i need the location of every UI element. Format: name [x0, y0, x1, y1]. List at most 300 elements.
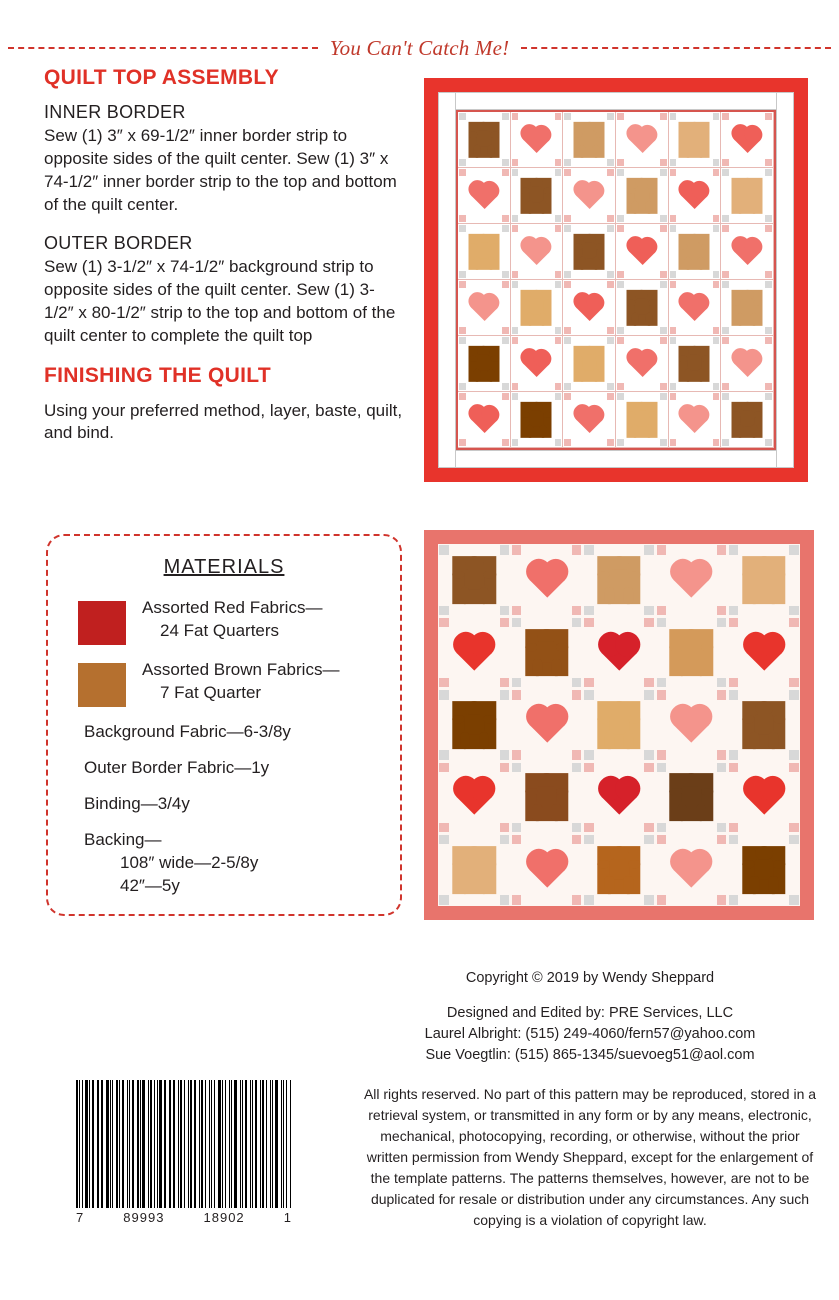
pieced-corner-square	[644, 545, 653, 554]
pieced-corner-square	[572, 545, 581, 554]
quilt-block	[438, 834, 510, 906]
pieced-corner-square	[717, 835, 726, 844]
quilt-block	[616, 280, 669, 336]
heart-motif	[529, 852, 564, 887]
pieced-corner-square	[713, 281, 720, 288]
gingerbread-man-motif	[597, 701, 640, 749]
quilt-block	[511, 224, 564, 280]
gingerbread-man-motif	[670, 774, 713, 822]
pieced-corner-square	[564, 281, 571, 288]
pieced-corner-square	[713, 439, 720, 446]
pieced-corner-square	[572, 895, 581, 904]
pieced-corner-square	[439, 545, 448, 554]
pieced-corner-square	[502, 215, 509, 222]
pieced-corner-square	[459, 225, 466, 232]
heart-motif	[524, 239, 550, 265]
quilt-block	[563, 112, 616, 168]
pieced-corner-square	[555, 113, 562, 120]
pieced-corner-square	[717, 750, 726, 759]
pieced-corner-square	[657, 823, 666, 832]
pieced-corner-square	[729, 763, 738, 772]
pieced-corner-square	[670, 281, 677, 288]
pieced-corner-square	[512, 225, 519, 232]
pieced-corner-square	[502, 337, 509, 344]
materials-swatch-brown	[62, 659, 386, 707]
pieced-corner-square	[617, 159, 624, 166]
pieced-corner-square	[500, 835, 509, 844]
pieced-corner-square	[713, 215, 720, 222]
pieced-corner-square	[564, 215, 571, 222]
gingerbread-man-motif	[452, 556, 495, 604]
heart-motif	[682, 407, 708, 433]
heart-motif	[524, 127, 550, 153]
pieced-corner-square	[713, 327, 720, 334]
quilt-block	[511, 392, 564, 448]
heart-motif	[629, 239, 655, 265]
quilt-block	[616, 336, 669, 392]
pieced-corner-square	[617, 439, 624, 446]
pieced-corner-square	[584, 690, 593, 699]
pieced-corner-square	[555, 337, 562, 344]
pieced-corner-square	[660, 113, 667, 120]
pieced-corner-square	[722, 281, 729, 288]
pieced-corner-square	[660, 337, 667, 344]
pieced-corner-square	[722, 113, 729, 120]
red-fabric-label-line2: 24 Fat Quarters	[160, 620, 280, 640]
pieced-corner-square	[717, 823, 726, 832]
barcode-digits-group1: 89993	[123, 1210, 165, 1225]
pieced-corner-square	[660, 439, 667, 446]
pieced-corner-square	[729, 823, 738, 832]
pieced-corner-square	[729, 750, 738, 759]
barcode-digits	[76, 1210, 292, 1225]
backing-108-wide: 108″ wide—2-5/8y	[120, 852, 259, 872]
pieced-corner-square	[500, 618, 509, 627]
heart-motif	[674, 852, 709, 887]
pieced-corner-square	[512, 750, 521, 759]
header-dash-right	[521, 47, 831, 49]
pieced-corner-square	[512, 823, 521, 832]
brown-fabric-label-line1: Assorted Brown Fabrics—	[142, 660, 340, 679]
pieced-corner-square	[722, 225, 729, 232]
pieced-corner-square	[500, 823, 509, 832]
pieced-corner-square	[789, 690, 798, 699]
pieced-corner-square	[439, 678, 448, 687]
pieced-corner-square	[512, 763, 521, 772]
heart-motif	[471, 183, 497, 209]
quilt-block	[655, 689, 727, 761]
quilt-block	[721, 392, 774, 448]
pieced-corner-square	[765, 383, 772, 390]
copyright-line: Copyright © 2019 by Wendy Sheppard	[465, 970, 715, 986]
quilt-block	[728, 544, 800, 616]
pieced-corner-square	[512, 618, 521, 627]
pieced-corner-square	[657, 750, 666, 759]
pieced-corner-square	[644, 823, 653, 832]
red-fabric-label-line1: Assorted Red Fabrics—	[142, 598, 323, 617]
heart-motif	[529, 708, 564, 743]
page-header	[8, 34, 831, 62]
quilt-block	[669, 336, 722, 392]
pieced-corner-square	[512, 337, 519, 344]
materials-swatch-red	[62, 597, 386, 645]
pieced-corner-square	[717, 545, 726, 554]
gingerbread-man-motif	[742, 846, 785, 894]
pieced-corner-square	[607, 169, 614, 176]
pieced-corner-square	[722, 383, 729, 390]
pieced-corner-square	[512, 895, 521, 904]
pieced-corner-square	[439, 618, 448, 627]
heart-motif	[524, 351, 550, 377]
pieced-corner-square	[572, 618, 581, 627]
pieced-corner-square	[564, 113, 571, 120]
gingerbread-man-motif	[679, 121, 710, 157]
pieced-corner-square	[722, 215, 729, 222]
quilt-block	[510, 689, 582, 761]
pieced-corner-square	[670, 271, 677, 278]
pieced-corner-square	[789, 606, 798, 615]
pieced-corner-square	[789, 750, 798, 759]
pieced-corner-square	[713, 271, 720, 278]
gingerbread-man-motif	[574, 121, 605, 157]
finished-quilt-surface	[438, 544, 800, 906]
gingerbread-man-motif	[521, 177, 552, 213]
gingerbread-man-motif	[574, 345, 605, 381]
quilt-block	[510, 761, 582, 833]
pieced-corner-square	[572, 690, 581, 699]
quilt-block	[458, 280, 511, 336]
pieced-corner-square	[717, 618, 726, 627]
pieced-corner-square	[765, 215, 772, 222]
pieced-corner-square	[717, 763, 726, 772]
pieced-corner-square	[502, 281, 509, 288]
quilt-top-assembly-heading: QUILT TOP ASSEMBLY	[44, 66, 279, 89]
pieced-corner-square	[729, 606, 738, 615]
gingerbread-man-motif	[597, 556, 640, 604]
backing-label: Backing—	[84, 829, 162, 849]
gingerbread-man-motif	[626, 177, 657, 213]
heart-motif	[746, 635, 781, 670]
quilt-block	[616, 224, 669, 280]
finished-quilt-photo	[424, 530, 814, 920]
pieced-corner-square	[439, 763, 448, 772]
pieced-corner-square	[564, 225, 571, 232]
pieced-corner-square	[713, 225, 720, 232]
heart-motif	[734, 351, 760, 377]
pieced-corner-square	[607, 159, 614, 166]
page-title: You Can't Catch Me!	[329, 35, 510, 60]
pieced-corner-square	[789, 763, 798, 772]
quilt-block	[728, 616, 800, 688]
gingerbread-man-motif	[452, 846, 495, 894]
pieced-corner-square	[765, 327, 772, 334]
gingerbread-man-motif	[742, 556, 785, 604]
heart-motif	[682, 295, 708, 321]
pieced-corner-square	[729, 545, 738, 554]
gingerbread-man-motif	[452, 701, 495, 749]
quilt-block	[728, 834, 800, 906]
pieced-corner-square	[765, 169, 772, 176]
pieced-corner-square	[512, 215, 519, 222]
pieced-corner-square	[722, 337, 729, 344]
pieced-corner-square	[717, 690, 726, 699]
pieced-corner-square	[717, 678, 726, 687]
pieced-corner-square	[572, 763, 581, 772]
brown-fabric-label-line2: 7 Fat Quarter	[160, 682, 262, 702]
barcode-digit-left: 7	[76, 1210, 85, 1225]
heart-motif	[576, 183, 602, 209]
pieced-corner-square	[789, 823, 798, 832]
heart-motif	[629, 351, 655, 377]
heart-motif	[457, 780, 492, 815]
pieced-corner-square	[722, 393, 729, 400]
gingerbread-man-motif	[521, 289, 552, 325]
heart-motif	[529, 563, 564, 598]
heart-motif	[602, 635, 637, 670]
finishing-text: Using your preferred method, layer, baste, quilt, and bind.	[44, 400, 403, 443]
pieced-corner-square	[512, 169, 519, 176]
pieced-corner-square	[555, 225, 562, 232]
pieced-corner-square	[607, 215, 614, 222]
heart-motif	[629, 127, 655, 153]
pieced-corner-square	[765, 113, 772, 120]
quilt-block	[728, 761, 800, 833]
pieced-corner-square	[555, 327, 562, 334]
pieced-corner-square	[729, 678, 738, 687]
pieced-corner-square	[607, 337, 614, 344]
gingerbread-man-motif	[679, 345, 710, 381]
pieced-corner-square	[644, 618, 653, 627]
pieced-corner-square	[512, 327, 519, 334]
heart-motif	[576, 407, 602, 433]
pieced-corner-square	[512, 393, 519, 400]
quilt-block	[583, 689, 655, 761]
quilt-block	[511, 168, 564, 224]
pieced-corner-square	[617, 281, 624, 288]
pieced-corner-square	[512, 271, 519, 278]
pieced-corner-square	[765, 159, 772, 166]
pieced-corner-square	[584, 545, 593, 554]
materials-line-backing	[84, 829, 386, 898]
pieced-corner-square	[572, 750, 581, 759]
pieced-corner-square	[660, 159, 667, 166]
quilt-block	[669, 280, 722, 336]
gingerbread-man-motif	[597, 846, 640, 894]
pieced-corner-square	[555, 271, 562, 278]
pieced-corner-square	[722, 169, 729, 176]
pieced-corner-square	[644, 678, 653, 687]
pieced-corner-square	[512, 606, 521, 615]
pieced-corner-square	[617, 327, 624, 334]
quilt-block	[583, 544, 655, 616]
pieced-corner-square	[789, 678, 798, 687]
pieced-corner-square	[657, 545, 666, 554]
quilt-block	[655, 616, 727, 688]
quilt-block	[563, 392, 616, 448]
quilt-block	[563, 336, 616, 392]
gingerbread-man-motif	[732, 177, 763, 213]
materials-line-outer-border: Outer Border Fabric—1y	[84, 757, 270, 777]
barcode-bars	[76, 1080, 292, 1208]
pieced-corner-square	[512, 383, 519, 390]
pieced-corner-square	[572, 835, 581, 844]
pieced-corner-square	[572, 823, 581, 832]
gingerbread-man-motif	[670, 629, 713, 677]
pieced-corner-square	[765, 281, 772, 288]
pieced-corner-square	[502, 271, 509, 278]
brown-fabric-label	[142, 659, 339, 705]
quilt-block	[458, 336, 511, 392]
pieced-corner-square	[765, 271, 772, 278]
pieced-corner-square	[660, 271, 667, 278]
pieced-corner-square	[564, 393, 571, 400]
pieced-corner-square	[459, 281, 466, 288]
pieced-corner-square	[670, 327, 677, 334]
gingerbread-man-motif	[525, 629, 568, 677]
pieced-corner-square	[502, 327, 509, 334]
heart-motif	[576, 295, 602, 321]
pieced-corner-square	[500, 750, 509, 759]
quilt-block	[458, 168, 511, 224]
pieced-corner-square	[439, 895, 448, 904]
quilt-background-strip-right	[776, 92, 794, 468]
pieced-corner-square	[644, 690, 653, 699]
pieced-corner-square	[657, 835, 666, 844]
pieced-corner-square	[644, 763, 653, 772]
pieced-corner-square	[439, 606, 448, 615]
gingerbread-man-motif	[468, 345, 499, 381]
pieced-corner-square	[439, 823, 448, 832]
pieced-corner-square	[555, 393, 562, 400]
pieced-corner-square	[572, 678, 581, 687]
contact-laurel: Laurel Albright: (515) 249-4060/fern57@yahoo.com	[424, 1026, 756, 1043]
pieced-corner-square	[607, 327, 614, 334]
pieced-corner-square	[584, 750, 593, 759]
gingerbread-man-motif	[468, 121, 499, 157]
pieced-corner-square	[617, 225, 624, 232]
materials-line-background: Background Fabric—6-3/8y	[84, 722, 291, 741]
pieced-corner-square	[789, 835, 798, 844]
pieced-corner-square	[765, 393, 772, 400]
quilt-block	[669, 168, 722, 224]
quilt-block	[563, 168, 616, 224]
quilt-block	[438, 544, 510, 616]
pieced-corner-square	[617, 393, 624, 400]
instructions-column	[44, 66, 404, 461]
pieced-corner-square	[439, 750, 448, 759]
pieced-corner-square	[660, 215, 667, 222]
gingerbread-man-motif	[679, 233, 710, 269]
materials-box	[46, 534, 402, 916]
heart-motif	[734, 127, 760, 153]
pieced-corner-square	[729, 618, 738, 627]
pieced-corner-square	[713, 113, 720, 120]
pieced-corner-square	[500, 606, 509, 615]
quilt-block	[669, 112, 722, 168]
pieced-corner-square	[512, 113, 519, 120]
pieced-corner-square	[729, 835, 738, 844]
pieced-corner-square	[459, 439, 466, 446]
quilt-block-grid	[458, 112, 774, 448]
gingerbread-man-motif	[525, 774, 568, 822]
quilt-block	[583, 834, 655, 906]
quilt-block	[721, 112, 774, 168]
gingerbread-man-motif	[742, 701, 785, 749]
pieced-corner-square	[584, 823, 593, 832]
pieced-corner-square	[713, 383, 720, 390]
pieced-corner-square	[657, 690, 666, 699]
pieced-corner-square	[607, 271, 614, 278]
pieced-corner-square	[607, 383, 614, 390]
contact-sue: Sue Voegtlin: (515) 865-1345/suevoeg51@aol.com	[425, 1047, 755, 1064]
pieced-corner-square	[789, 618, 798, 627]
gingerbread-man-motif	[626, 289, 657, 325]
pieced-corner-square	[572, 606, 581, 615]
pieced-corner-square	[584, 895, 593, 904]
pieced-corner-square	[459, 159, 466, 166]
pieced-corner-square	[657, 606, 666, 615]
pieced-corner-square	[713, 337, 720, 344]
quilt-block	[563, 224, 616, 280]
quilt-block	[510, 616, 582, 688]
pieced-corner-square	[617, 383, 624, 390]
pieced-corner-square	[713, 169, 720, 176]
finished-quilt-block-grid	[438, 544, 800, 906]
outer-border-heading: OUTER BORDER	[44, 232, 193, 253]
backing-42-wide: 42″—5y	[120, 875, 180, 895]
pieced-corner-square	[617, 337, 624, 344]
pieced-corner-square	[459, 271, 466, 278]
pieced-corner-square	[670, 169, 677, 176]
heart-motif	[746, 780, 781, 815]
quilt-block	[458, 224, 511, 280]
header-dash-left	[8, 47, 318, 49]
pieced-corner-square	[617, 113, 624, 120]
quilt-block	[721, 224, 774, 280]
quilt-block	[721, 280, 774, 336]
credits-block	[360, 968, 820, 1231]
pieced-corner-square	[500, 690, 509, 699]
pieced-corner-square	[713, 159, 720, 166]
finishing-the-quilt-heading: FINISHING THE QUILT	[44, 363, 271, 387]
barcode-digits-group2: 18902	[203, 1210, 245, 1225]
quilt-block	[669, 392, 722, 448]
pieced-corner-square	[765, 225, 772, 232]
gingerbread-man-motif	[521, 401, 552, 437]
quilt-block	[458, 392, 511, 448]
pieced-corner-square	[502, 383, 509, 390]
pieced-corner-square	[644, 750, 653, 759]
heart-motif	[682, 183, 708, 209]
quilt-block	[655, 544, 727, 616]
materials-line-binding: Binding—3/4y	[84, 793, 190, 813]
pieced-corner-square	[722, 271, 729, 278]
quilt-block	[510, 834, 582, 906]
red-fabric-label	[142, 597, 322, 643]
pieced-corner-square	[670, 383, 677, 390]
quilt-block	[655, 761, 727, 833]
pieced-corner-square	[722, 327, 729, 334]
pieced-corner-square	[722, 439, 729, 446]
pieced-corner-square	[555, 215, 562, 222]
quilt-block	[655, 834, 727, 906]
pieced-corner-square	[660, 281, 667, 288]
pieced-corner-square	[564, 169, 571, 176]
pieced-corner-square	[500, 895, 509, 904]
pieced-corner-square	[713, 393, 720, 400]
brown-fabric-swatch	[78, 663, 126, 707]
red-fabric-swatch	[78, 601, 126, 645]
